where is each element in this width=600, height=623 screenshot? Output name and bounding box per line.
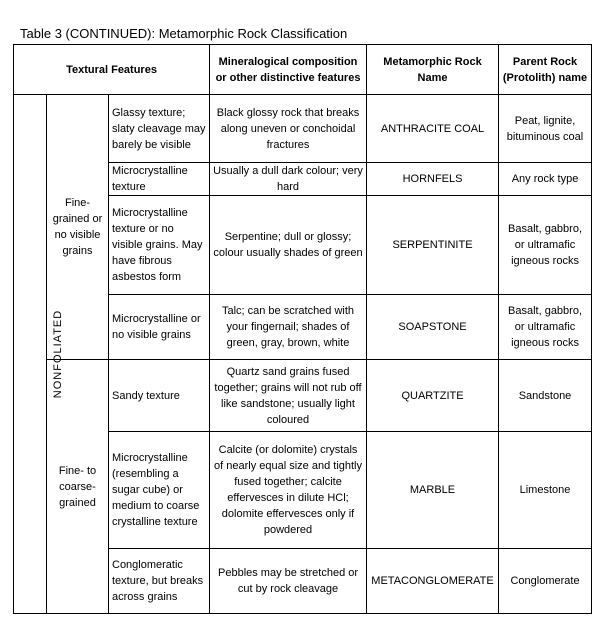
- parent-rock-cell: Basalt, gabbro, or ultramafic igneous rocks: [499, 295, 592, 360]
- mineral-cell: Talc; can be scratched with your fingernail; shades of green, gray, brown, white: [210, 295, 367, 360]
- texture-cell: Sandy texture: [109, 360, 210, 432]
- grain-size-cell: Fine- to coarse-grained: [47, 360, 109, 614]
- table-row: [14, 360, 592, 432]
- texture-cell: Microcrystalline texture: [109, 163, 210, 196]
- rock-name-cell: SOAPSTONE: [367, 295, 499, 360]
- mineral-cell: Pebbles may be stretched or cut by rock cleavage: [210, 549, 367, 614]
- texture-cell: Microcrystalline (resembling a sugar cube) or medium to coarse crystalline texture: [109, 432, 210, 549]
- rock-name-cell: MARBLE: [367, 432, 499, 549]
- rock-name-cell: SERPENTINITE: [367, 196, 499, 295]
- parent-rock-cell: Limestone: [499, 432, 592, 549]
- texture-cell: Microcrystalline or no visible grains: [109, 295, 210, 360]
- category-cell: [14, 95, 65, 614]
- header-textural: Textural Features: [14, 45, 210, 95]
- header-mineral: Mineralogical composition or other distinctive features: [210, 45, 367, 95]
- rock-classification-table: [13, 44, 592, 614]
- table-caption: Table 3 (CONTINUED): Metamorphic Rock Classification: [20, 26, 348, 41]
- parent-rock-cell: Basalt, gabbro, or ultramafic igneous rocks: [499, 196, 592, 295]
- table-row: [14, 95, 592, 163]
- header-row: [14, 45, 592, 95]
- parent-rock-cell: Peat, lignite, bituminous coal: [499, 95, 592, 163]
- rock-name-cell: METACONGLOMERATE: [367, 549, 499, 614]
- mineral-cell: Black glossy rock that breaks along uneven or conchoidal fractures: [210, 95, 367, 163]
- parent-rock-cell: Sandstone: [499, 360, 592, 432]
- mineral-cell: Quartz sand grains fused together; grains will not rub off like sandstone; usually light coloured: [210, 360, 367, 432]
- mineral-cell: Usually a dull dark colour; very hard: [210, 163, 367, 196]
- rock-name-cell: ANTHRACITE COAL: [367, 95, 499, 163]
- category-label: NONFOLIATED: [52, 309, 65, 399]
- mineral-cell: Calcite (or dolomite) crystals of nearly equal size and tightly fused together; calcite effervesces in dilute HCl; dolomite effervesces only if powdered: [210, 432, 367, 549]
- rock-name-cell: QUARTZITE: [367, 360, 499, 432]
- rock-name-cell: HORNFELS: [367, 163, 499, 196]
- parent-rock-cell: Any rock type: [499, 163, 592, 196]
- parent-rock-cell: Conglomerate: [499, 549, 592, 614]
- texture-cell: Conglomeratic texture, but breaks across grains: [109, 549, 210, 614]
- header-parent-rock: Parent Rock (Protolith) name: [499, 45, 592, 95]
- mineral-cell: Serpentine; dull or glossy; colour usually shades of green: [210, 196, 367, 295]
- texture-cell: Microcrystalline texture or no visible grains. May have fibrous asbestos form: [109, 196, 210, 295]
- header-rock-name: Metamorphic Rock Name: [367, 45, 499, 95]
- texture-cell: Glassy texture; slaty cleavage may barely be visible: [109, 95, 210, 163]
- grain-size-cell: Fine-grained or no visible grains: [47, 95, 109, 360]
